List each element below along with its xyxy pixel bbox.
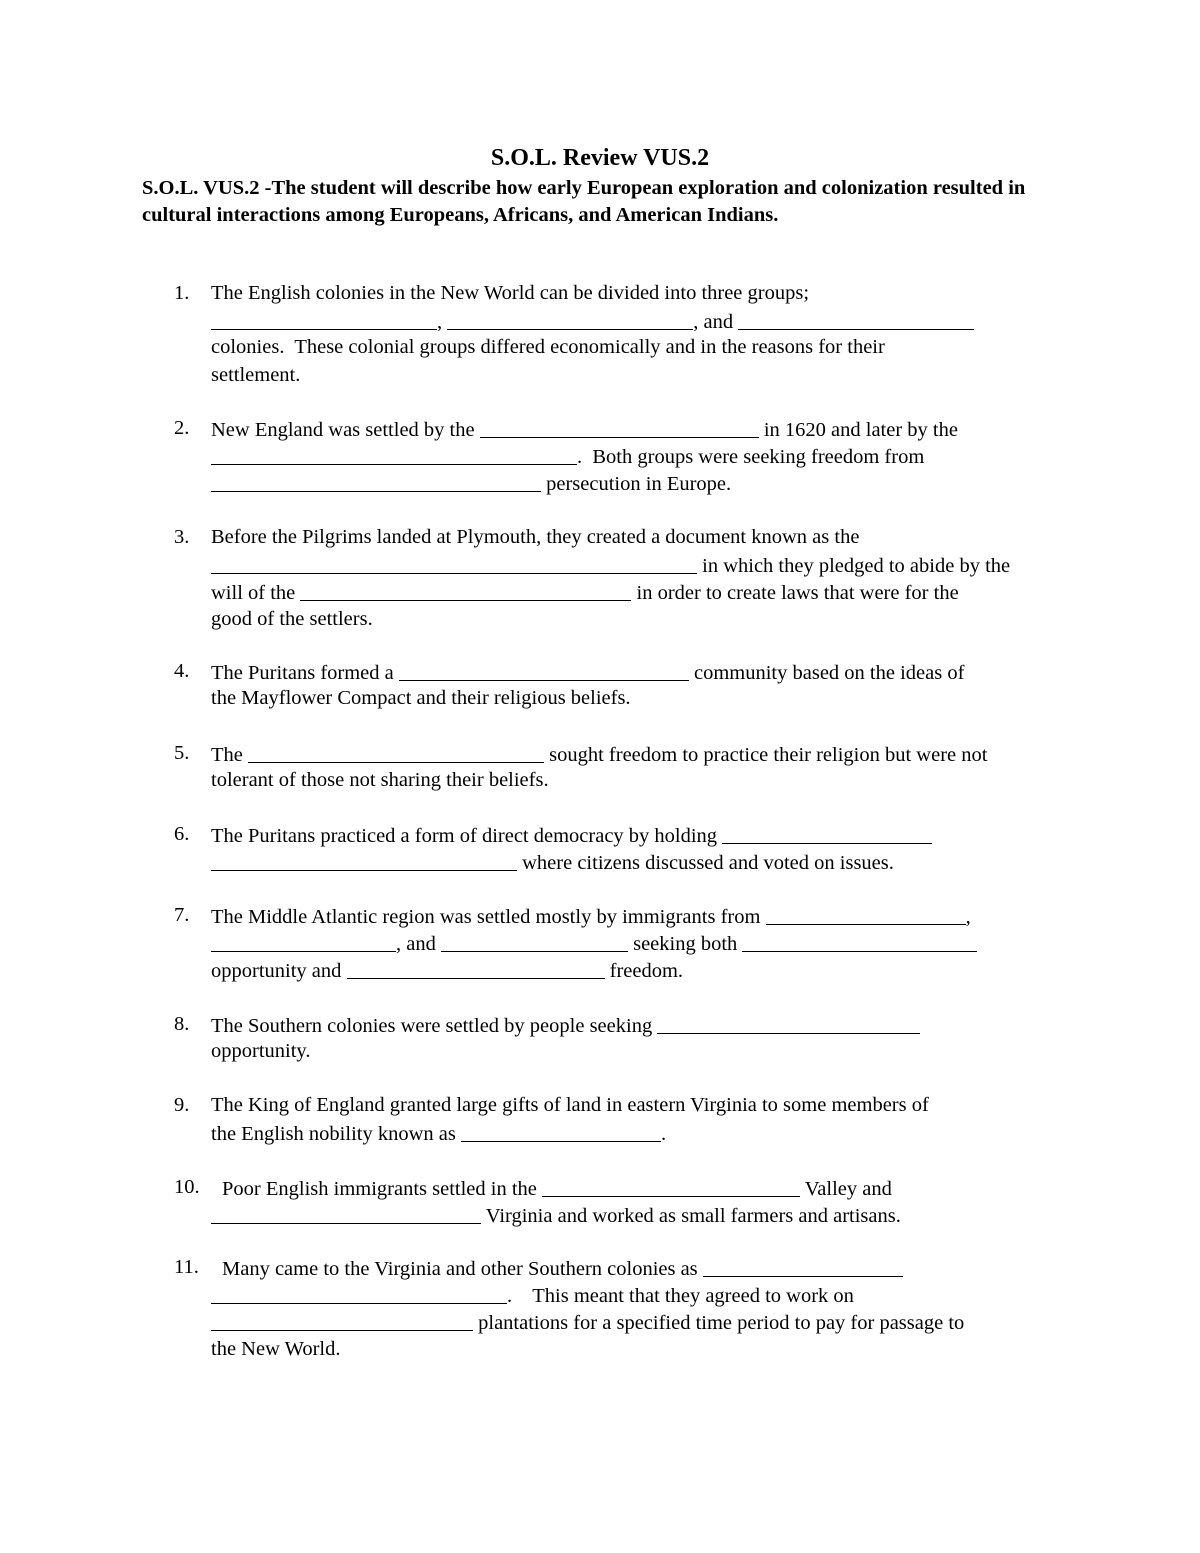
question-text: The Middle Atlantic region was settled mostly by immigrants from (211, 906, 766, 928)
question-line (211, 307, 974, 336)
answer-blank[interactable] (722, 823, 932, 844)
question-text: The Puritans practiced a form of direct democracy by holding (211, 825, 723, 847)
answer-blank[interactable] (211, 309, 437, 330)
question-line (211, 740, 987, 769)
question-number: 6. (174, 823, 190, 845)
question-text: The English colonies in the New World can be divided into three groups; (211, 282, 810, 304)
question-line (211, 1011, 920, 1040)
answer-blank[interactable] (738, 309, 974, 330)
question-text: where citizens discussed and voted on issues. (517, 852, 894, 875)
question-line (211, 1092, 929, 1119)
question-text: The Southern colonies were settled by people seeking (211, 1015, 658, 1037)
question-text: the English nobility known as (211, 1123, 461, 1146)
question-number: 2. (174, 417, 190, 439)
question-text: New England was settled by the (211, 419, 480, 441)
question-line (211, 1038, 310, 1065)
answer-blank[interactable] (211, 1310, 473, 1331)
question-text: seeking both (627, 933, 743, 956)
question-number: 5. (174, 742, 190, 764)
question-line (211, 956, 683, 985)
question-text: in order to create laws that were for the (631, 582, 959, 605)
answer-blank[interactable] (211, 1203, 481, 1224)
question-text: the Mayflower Compact and their religious beliefs. (211, 687, 631, 710)
answer-blank[interactable] (347, 958, 605, 979)
question-text: settlement. (211, 363, 301, 386)
answer-blank[interactable] (300, 580, 631, 601)
question-text: , (437, 311, 448, 334)
question-text: Poor English immigrants settled in the (222, 1178, 543, 1200)
question-text: Many came to the Virginia and other Southern colonies as (222, 1258, 703, 1280)
question-line (211, 821, 932, 850)
question-text: good of the settlers. (211, 607, 373, 630)
question-text: opportunity. (211, 1040, 311, 1063)
question-text: The (211, 744, 248, 766)
answer-blank[interactable] (211, 471, 541, 492)
question-line (211, 1201, 901, 1230)
question-line (211, 902, 971, 931)
answer-blank[interactable] (248, 742, 544, 763)
question-line (211, 334, 885, 361)
question-text: the New World. (211, 1337, 341, 1360)
question-text: , and (693, 311, 739, 334)
question-text: tolerant of those not sharing their beliefs. (211, 769, 549, 792)
answer-blank[interactable] (461, 1121, 661, 1142)
answer-blank[interactable] (211, 444, 577, 465)
question-text: sought freedom to practice their religion but were not (544, 744, 988, 766)
question-line (211, 1308, 964, 1337)
question-number: 11. (174, 1256, 199, 1278)
answer-blank[interactable] (480, 417, 759, 438)
question-text: will of the (211, 582, 301, 605)
answer-blank[interactable] (211, 553, 697, 574)
question-number: 1. (174, 282, 190, 304)
question-line (211, 442, 924, 471)
question-number: 9. (174, 1094, 190, 1116)
question-text: opportunity and (211, 960, 347, 983)
question-line (222, 1254, 903, 1283)
answer-blank[interactable] (742, 931, 977, 952)
question-line (211, 658, 964, 687)
question-text: persecution in Europe. (541, 473, 732, 496)
question-text: The King of England granted large gifts of land in eastern Virginia to some members of (211, 1094, 929, 1116)
question-text: . This meant that they agreed to work on (507, 1285, 854, 1308)
answer-blank[interactable] (211, 1283, 507, 1304)
answer-blank[interactable] (657, 1013, 920, 1034)
answer-blank[interactable] (447, 309, 693, 330)
question-line (211, 415, 958, 444)
question-line (211, 280, 809, 307)
question-number: 3. (174, 526, 190, 548)
question-text: . Both groups were seeking freedom from (577, 446, 925, 469)
answer-blank[interactable] (399, 660, 689, 681)
question-line (211, 685, 631, 712)
question-text: plantations for a specified time period to pay for passage to (473, 1312, 965, 1335)
question-line (211, 551, 1010, 580)
question-line (211, 1281, 854, 1310)
question-text: Valley and (800, 1178, 892, 1200)
question-text: colonies. These colonial groups differed economically and in the reasons for their (211, 336, 885, 359)
standard-description: S.O.L. VUS.2 -The student will describe how early European exploration and colonization resulted in cultural interactions among Europeans, Africans, and American Indians. (142, 177, 1026, 226)
answer-blank[interactable] (703, 1256, 903, 1277)
question-text: The Puritans formed a (211, 662, 399, 684)
question-text: . (660, 1123, 667, 1146)
question-line (222, 1174, 892, 1203)
question-text: community based on the ideas of (688, 662, 965, 684)
question-text: freedom. (604, 960, 684, 983)
question-line (211, 362, 300, 389)
question-line (211, 767, 549, 794)
question-text: in which they pledged to abide by the (697, 555, 1011, 578)
question-number: 8. (174, 1013, 190, 1035)
answer-blank[interactable] (211, 850, 517, 871)
question-line (211, 606, 373, 633)
answer-blank[interactable] (211, 931, 396, 952)
answer-blank[interactable] (542, 1176, 800, 1197)
answer-blank[interactable] (441, 931, 628, 952)
answer-blank[interactable] (766, 904, 966, 925)
question-text: , (965, 906, 971, 928)
question-line (211, 929, 977, 958)
question-number: 4. (174, 660, 190, 682)
question-text: , and (396, 933, 441, 956)
question-line (211, 1336, 341, 1363)
question-line (211, 524, 859, 551)
question-text: Virginia and worked as small farmers and artisans. (481, 1205, 901, 1228)
question-line (211, 848, 894, 877)
question-line (211, 469, 731, 498)
question-line (211, 578, 959, 607)
question-line (211, 1119, 666, 1148)
question-number: 10. (174, 1176, 200, 1198)
question-text: Before the Pilgrims landed at Plymouth, they created a document known as the (211, 526, 860, 548)
question-number: 7. (174, 904, 190, 926)
question-text: in 1620 and later by the (758, 419, 958, 441)
page-title: S.O.L. Review VUS.2 (490, 145, 710, 171)
